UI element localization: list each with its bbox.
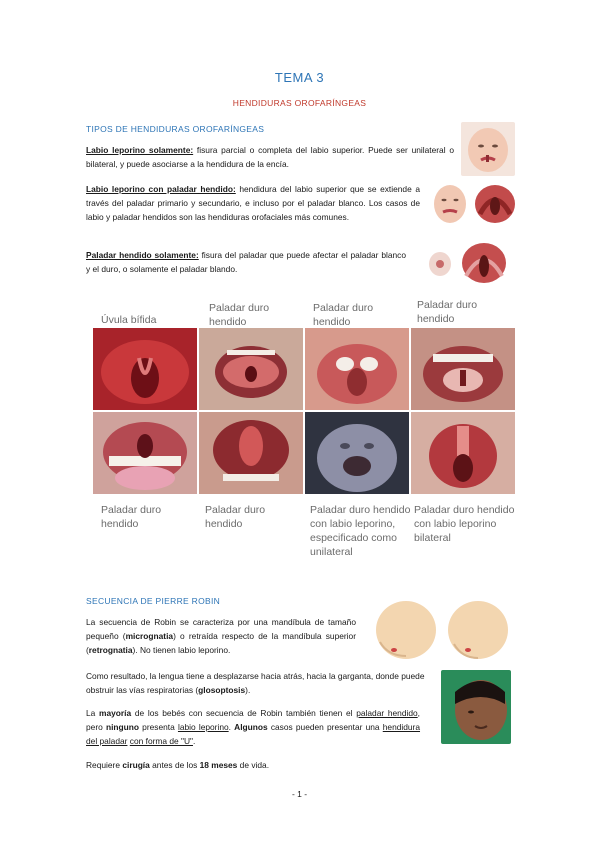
pierre-robin-child-photo: [441, 670, 511, 744]
baby-cleft-lip-photo: [461, 122, 515, 176]
photo-paladar-labio-bilateral: [411, 412, 515, 494]
photo-paladar-duro-3: [411, 328, 515, 410]
caption-top-2: Paladar duro hendido: [209, 302, 270, 328]
caption-bottom-4: Paladar duro hendido con labio leporino bilateral: [414, 504, 515, 544]
pierre-robin-illustration: [366, 598, 516, 662]
photo-paladar-duro-5: [199, 412, 303, 494]
desc-paladar-hendido: fisura del paladar que puede afectar el paladar blanco y el duro, o solamente el paladar blando.: [86, 250, 406, 274]
desc-labio-paladar: hendidura del labio superior que se extiende a través del paladar primario y secundario, e incluso por el paladar blanco. Los casos de labio y paladar hendidos son las hendiduras orofaciales más comunes.: [86, 184, 420, 222]
section-heading-pierre-robin: SECUENCIA DE PIERRE ROBIN: [86, 596, 221, 606]
term-paladar-hendido: Paladar hendido solamente:: [86, 250, 199, 260]
caption-top-4: Paladar duro hendido: [417, 299, 478, 325]
page-title: TEMA 3: [274, 70, 325, 85]
paragraph-labio-paladar: [86, 182, 420, 224]
photo-uvula-bifida: [93, 328, 197, 410]
caption-bottom-3: Paladar duro hendido con labio leporino, especificado como unilateral: [310, 504, 411, 558]
caption-top-1: Úvula bífida: [101, 314, 157, 326]
section-heading-types: TIPOS DE HENDIDURAS OROFARÍNGEAS: [86, 124, 265, 134]
paragraph-paladar-hendido: [86, 248, 406, 276]
baby-cleft-lip-palate-photo: [430, 180, 520, 228]
photo-paladar-duro-1: [199, 328, 303, 410]
term-labio-paladar: Labio leporino con paladar hendido:: [86, 184, 236, 194]
paragraph-robin-3: La mayoría de los bebés con secuencia de Robin también tienen el paladar hendido, pero ninguno presenta labio leporino. Algunos casos pueden presentar una hendidura del paladar con forma de "U".: [86, 708, 421, 746]
desc-labio-leporino: fisura parcial o completa del labio superior. Puede ser unilateral o bilateral, y puede asociarse a la hendidura de la encía.: [86, 145, 454, 169]
paragraph-robin-1: La secuencia de Robin se caracteriza por una mandíbula de tamaño pequeño (micrognatia) o retraída respecto de la mandíbula superior (retrognatia). No tienen labio leporino.: [86, 617, 356, 655]
caption-bottom-1: Paladar duro hendido: [101, 504, 162, 530]
page-number: - 1 -: [291, 789, 308, 799]
paragraph-robin-2: Como resultado, la lengua tiene a desplazarse hacia atrás, hacia la garganta, donde puede obstruir las vías respiratorias (glosoptosis).: [86, 671, 425, 695]
photo-paladar-labio-unilateral: [305, 412, 409, 494]
caption-top-3: Paladar duro hendido: [313, 302, 374, 328]
cleft-palate-photo: [424, 240, 510, 286]
paragraph-robin-4: Requiere cirugía antes de los 18 meses de vida.: [86, 760, 270, 770]
caption-bottom-2: Paladar duro hendido: [205, 504, 266, 530]
term-labio-leporino: Labio leporino solamente:: [86, 145, 194, 155]
photo-paladar-duro-2: [305, 328, 409, 410]
page-subtitle: HENDIDURAS OROFARÍNGEAS: [232, 98, 367, 108]
paragraph-labio-leporino: [86, 143, 454, 171]
photo-paladar-duro-4: [93, 412, 197, 494]
